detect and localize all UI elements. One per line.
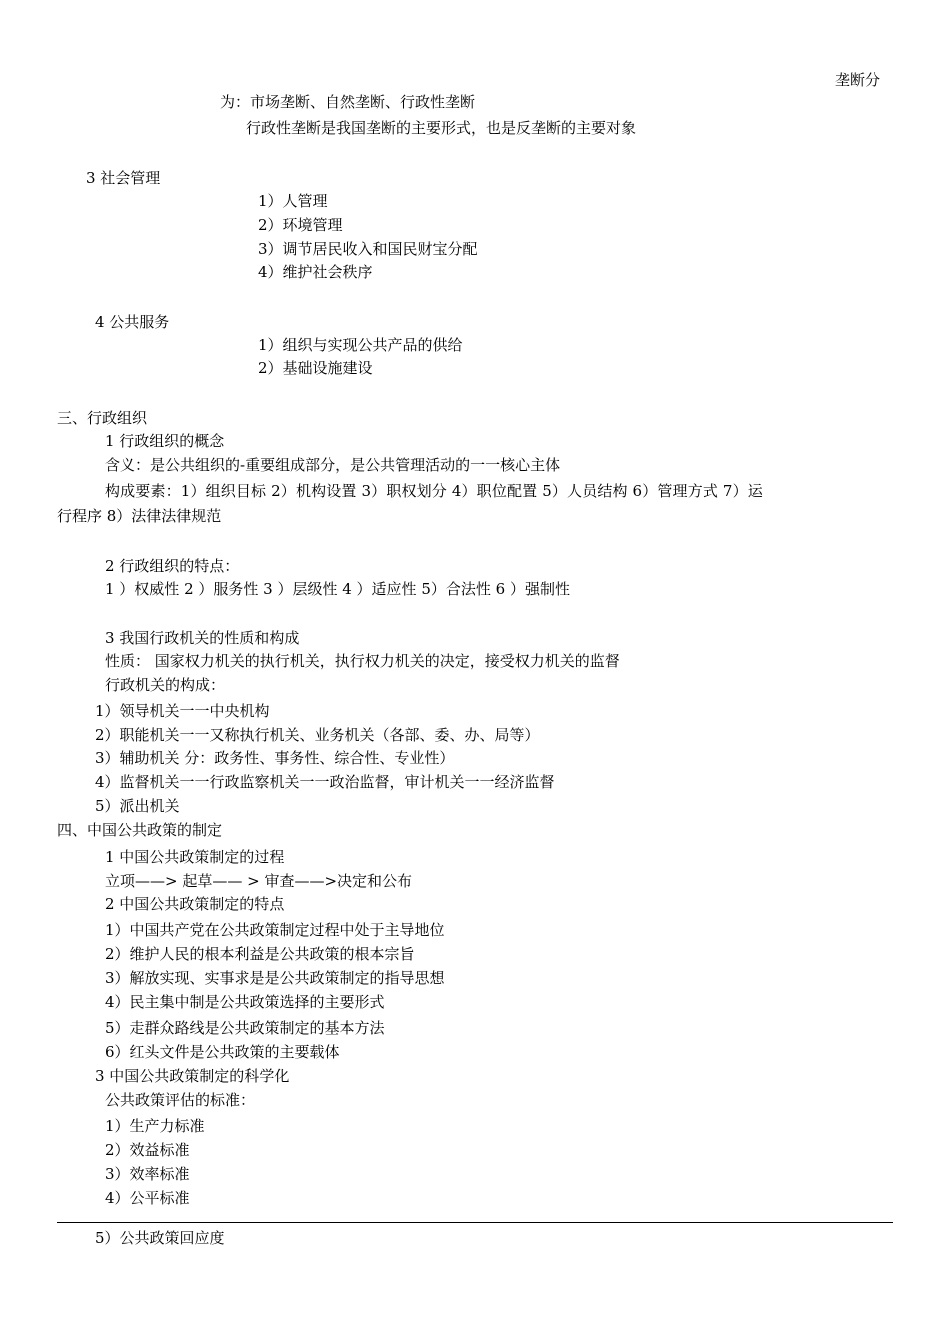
list-item: 2）环境管理 xyxy=(258,216,343,234)
list-item: 2）效益标准 xyxy=(105,1141,190,1159)
list-item: 3）解放实现、实事求是是公共政策制定的指导思想 xyxy=(105,969,445,987)
section-heading: 3 社会管理 xyxy=(86,169,161,187)
list-item: 1）领导机关一一中央机构 xyxy=(95,702,270,720)
section-heading: 2 行政组织的特点： xyxy=(105,557,240,575)
text-line: 构成要素：1）组织目标 2）机构设置 3）职权划分 4）职位配置 5）人员结构 6）管理方式 7）运 xyxy=(105,482,763,500)
text-line: 行政机关的构成： xyxy=(105,676,226,694)
list-item: 6）红头文件是公共政策的主要载体 xyxy=(105,1043,340,1061)
chapter-heading: 三、行政组织 xyxy=(57,409,148,427)
text-line: 公共政策评估的标准： xyxy=(105,1091,256,1109)
page-divider xyxy=(57,1222,893,1223)
list-item: 1）生产力标准 xyxy=(105,1117,205,1135)
chapter-heading: 四、中国公共政策的制定 xyxy=(57,821,223,839)
list-item: 2）职能机关一一又称执行机关、业务机关（各部、委、办、局等） xyxy=(95,726,540,744)
list-item: 4）监督机关一一行政监察机关一一政治监督，审计机关一一经济监督 xyxy=(95,773,555,791)
section-heading: 2 中国公共政策制定的特点 xyxy=(105,895,285,913)
list-item: 2）基础设施建设 xyxy=(258,359,373,377)
list-item: 3）效率标准 xyxy=(105,1165,190,1183)
text-line: 立项——> 起草—— > 审查——>决定和公布 xyxy=(105,872,413,890)
list-item: 5）公共政策回应度 xyxy=(95,1229,225,1247)
section-heading: 3 中国公共政策制定的科学化 xyxy=(95,1067,290,1085)
list-item: 3）调节居民收入和国民财宝分配 xyxy=(258,240,478,258)
list-item: 4）民主集中制是公共政策选择的主要形式 xyxy=(105,993,385,1011)
text-line: 行程序 8）法律法律规范 xyxy=(57,507,222,525)
list-item: 3）辅助机关 分：政务性、事务性、综合性、专业性） xyxy=(95,749,455,767)
list-item: 5）走群众路线是公共政策制定的基本方法 xyxy=(105,1019,385,1037)
text-line: 垄断分 xyxy=(835,71,881,89)
text-line: 为：市场垄断、自然垄断、行政性垄断 xyxy=(220,93,476,111)
text-line: 行政性垄断是我国垄断的主要形式，也是反垄断的主要对象 xyxy=(246,119,637,137)
list-item: 4）公平标准 xyxy=(105,1189,190,1207)
list-item: 2）维护人民的根本利益是公共政策的根本宗旨 xyxy=(105,945,415,963)
section-heading: 3 我国行政机关的性质和构成 xyxy=(105,629,300,647)
section-heading: 4 公共服务 xyxy=(95,313,170,331)
list-item: 5）派出机关 xyxy=(95,797,180,815)
list-item: 1）人管理 xyxy=(258,192,328,210)
list-item: 4）维护社会秩序 xyxy=(258,263,373,281)
list-item: 1）中国共产党在公共政策制定过程中处于主导地位 xyxy=(105,921,445,939)
text-line: 含义：是公共组织的-重要组成部分，是公共管理活动的一一核心主体 xyxy=(105,456,561,474)
text-line: 性质： 国家权力机关的执行机关，执行权力机关的决定，接受权力机关的监督 xyxy=(105,652,620,670)
text-line: 1 ）权威性 2 ）服务性 3 ）层级性 4 ）适应性 5）合法性 6 ）强制性 xyxy=(105,580,570,598)
section-heading: 1 行政组织的概念 xyxy=(105,432,225,450)
list-item: 1）组织与实现公共产品的供给 xyxy=(258,336,463,354)
section-heading: 1 中国公共政策制定的过程 xyxy=(105,848,285,866)
